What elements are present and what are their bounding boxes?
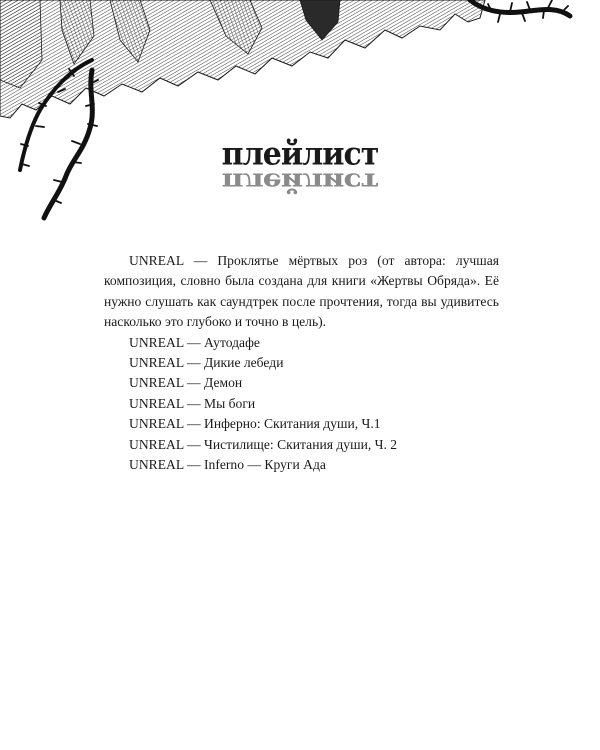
track-list	[104, 333, 499, 476]
page-title: плейлист	[221, 136, 379, 173]
list-item: UNREAL — Аутодафе	[129, 334, 260, 350]
page-title-reflection: плейлист	[221, 166, 379, 197]
list-item: UNREAL — Инферно: Скитания души, Ч.1	[129, 416, 381, 432]
list-item: UNREAL — Inferno — Круги Ада	[129, 457, 326, 473]
list-item: UNREAL — Дикие лебеди	[129, 355, 284, 371]
playlist-body	[104, 251, 499, 475]
title-block	[0, 138, 600, 196]
list-item: UNREAL — Мы боги	[129, 395, 256, 411]
list-item: UNREAL — Чистилище: Скитания души, Ч. 2	[129, 436, 398, 452]
intro-paragraph: UNREAL — Проклятье мёртвых роз (от автора: лучшая композиция, словно была создана для книги «Жертвы Обряда». Её нужно слушать как саундтрек после прочтения, тогда вы удивитесь насколько это глубоко и точно в цель).	[104, 253, 499, 330]
list-item: UNREAL — Демон	[129, 375, 243, 391]
